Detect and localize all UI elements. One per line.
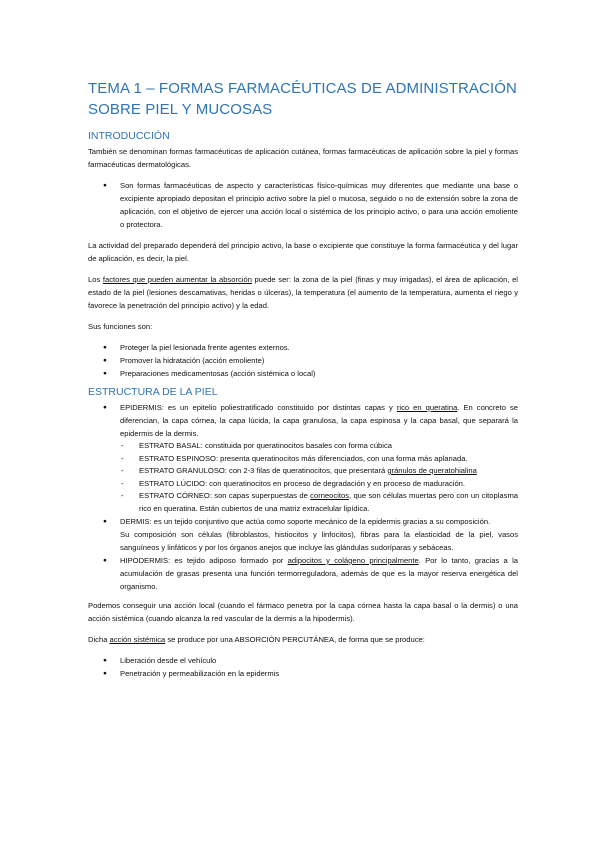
- text-span: se produce por una ABSORCIÓN PERCUTÁNEA, de forma que se produce:: [165, 635, 425, 644]
- text-span: puede ser: la zona de la piel (finas y muy irrigadas), el área de aplicación, el estado de la piel (lesiones descamativas, heridas o úlceras), la temperatura (el aumento de la temperatura, aumenta el riego y favorece la penetración del principio activo) y la edad.: [88, 275, 518, 310]
- list-item: ● Penetración y permeabilización en la epidermis: [88, 667, 518, 680]
- list-item: - ESTRATO ESPINOSO: presenta queratinocitos más diferenciados, con una forma más aplanada.: [88, 453, 518, 466]
- actividad-paragraph: La actividad del preparado dependerá del principio activo, la base o excipiente que constituye la forma farmacéutica y del lugar de aplicación, es decir, la piel.: [88, 241, 518, 263]
- underlined-text: rico en queratina: [396, 403, 458, 412]
- list-item: [88, 490, 518, 515]
- text-span: EPIDERMIS: es un epitelio poliestratificado constituido por distintas capas y: [120, 403, 397, 412]
- list-item: [88, 465, 518, 478]
- text-span: Dicha: [88, 635, 110, 644]
- text-span: . En concreto se diferencian, la capa córnea, la capa lúcida, la capa granulosa, la capa espinosa y la capa basal, que separará la epidermis de la dermis.: [120, 403, 518, 438]
- list-item: ● Liberación desde el vehículo: [88, 654, 518, 667]
- funciones-list: [88, 341, 518, 380]
- list-item: ● Preparaciones medicamentosas (acción sistémica o local): [88, 367, 518, 380]
- dermis-list: [88, 515, 518, 593]
- underlined-text: corneocitos: [310, 491, 350, 500]
- underlined-text: adipocitos y colágeno principalmente: [287, 556, 419, 565]
- list-item-hipodermis: [88, 554, 518, 593]
- text-span: Los: [88, 275, 103, 284]
- list-item: ● Son formas farmacéuticas de aspecto y características físico-químicas muy diferentes que mediante una base o excipiente apropiado depositan el principio activo sobre la piel o mucosa, seguido o no de extensión sobre la zona de aplicación, con el objetivo de ejercer una acción local o sistémica de los principio activo, o para una acción emoliente o protectora.: [88, 179, 518, 231]
- text-span: HIPODERMIS: es tejido adiposo formado por: [120, 556, 288, 565]
- estratos-list: [88, 440, 518, 515]
- list-item: - ESTRATO BASAL: constituida por queratinocitos basales con forma cúbica: [88, 440, 518, 453]
- intro-paragraph: También se denominan formas farmacéuticas de aplicación cutánea, formas farmacéuticas de aplicación sobre la piel y formas farmacéuticas dermatológicas.: [88, 147, 518, 169]
- section-heading-introduccion: INTRODUCCIÓN: [88, 130, 170, 142]
- text-span: ESTRATO GRANULOSO: con 2-3 filas de queratinocitos, que presentará: [139, 466, 388, 475]
- text-span: , que son células muertas pero con un citoplasma rico en queratina. Están cubiertos de una matriz extracelular lipídica.: [139, 491, 518, 513]
- document-page: [88, 78, 518, 680]
- factores-paragraph: [88, 273, 518, 312]
- section-heading-estructura: ESTRUCTURA DE LA PIEL: [88, 386, 218, 398]
- text-span: ESTRATO CÓRNEO: son capas superpuestas de: [139, 491, 311, 500]
- text-span: . Por lo tanto, gracias a la acumulación de grasas presenta una función termorreguladora, además de que es la mayor reserva energética del organismo.: [120, 556, 518, 591]
- accion-paragraph: Podemos conseguir una acción local (cuando el fármaco penetra por la capa córnea hasta la capa basal o la dermis) o una acción sistémica (cuando alcanza la red vascular de la dermis a la hipodermis).: [88, 601, 518, 623]
- list-item: ● Proteger la piel lesionada frente agentes externos.: [88, 341, 518, 354]
- text-span: Su composición son células (fibroblastos, histiocitos y linfocitos), fibras para la elasticidad de la piel, vasos sanguíneos y linfáticos y por los órganos anejos que incluye las glándulas sudoríparas y sebáceas.: [120, 530, 518, 552]
- funciones-paragraph: Sus funciones son:: [88, 322, 153, 331]
- absorcion-list: [88, 654, 518, 680]
- text-span: DERMIS: es un tejido conjuntivo que actúa como soporte mecánico de la epidermis gracias a su composición.: [120, 517, 491, 526]
- underlined-text: gránulos de queratohialina: [387, 466, 477, 475]
- underlined-text: acción sistémica: [109, 635, 166, 644]
- factores-link-text: factores que pueden aumentar la absorción: [102, 275, 252, 284]
- estructura-list: [88, 401, 518, 440]
- list-item: ● Promover la hidratación (acción emoliente): [88, 354, 518, 367]
- document-title: TEMA 1 – FORMAS FARMACÉUTICAS DE ADMINISTRACIÓN SOBRE PIEL Y MUCOSAS: [88, 80, 517, 118]
- list-item-epidermis: [88, 401, 518, 440]
- absorcion-paragraph: [88, 633, 518, 646]
- intro-bullet-list: [88, 179, 518, 231]
- list-item-dermis: [88, 515, 518, 554]
- list-item: - ESTRATO LÚCIDO: con queratinocitos en proceso de degradación y en proceso de maduración.: [88, 478, 518, 491]
